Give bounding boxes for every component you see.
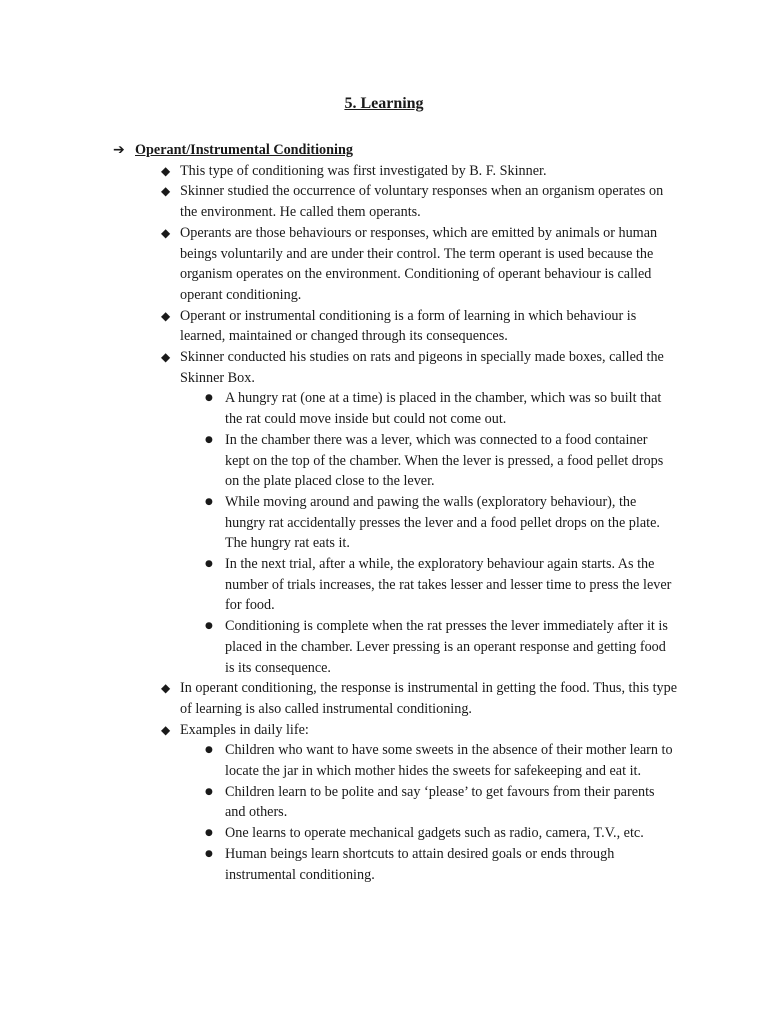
round-bullet-icon: ●: [205, 848, 213, 859]
diamond-bullet-icon: ◆: [161, 163, 171, 178]
sub-list-item-text: In the next trial, after a while, the exploratory behaviour again starts. As the number of trials increases, the rat takes lesser and lesser time to press the lever for food.: [225, 556, 672, 614]
section-heading: Operant/Instrumental Conditioning: [135, 142, 353, 158]
list-item-text: In operant conditioning, the response is instrumental in getting the food. Thus, this type of learning is also called instrumental conditioning.: [180, 680, 678, 717]
sub-list-item: [203, 782, 675, 823]
list-item-text: Operants are those behaviours or responses, which are emitted by animals or human beings voluntarily and are under their control. The term operant is used because the organism operates on the environment. Conditioning of operant behaviour is called operant conditioning.: [180, 224, 658, 303]
sub-list-item-text: One learns to operate mechanical gadgets such as radio, camera, T.V., etc.: [225, 825, 644, 842]
diamond-bullet-icon: ◆: [161, 225, 171, 240]
round-bullet-icon: ●: [205, 786, 213, 797]
section-operant-conditioning: [113, 140, 683, 885]
sub-list-item: [203, 388, 675, 429]
round-bullet-icon: ●: [205, 828, 213, 839]
list-item: [158, 306, 683, 347]
list-item-text: Skinner studied the occurrence of voluntary responses when an organism operates on the environment. He called them operants.: [180, 183, 664, 221]
round-bullet-icon: ●: [205, 745, 213, 756]
section-header: [113, 140, 683, 161]
page-title: 5. Learning: [344, 95, 424, 112]
sub-list-item-text: Conditioning is complete when the rat presses the lever immediately after it is placed in the chamber. Lever pressing is an operant response and getting food is its consequence.: [225, 618, 668, 676]
list-item: [158, 181, 683, 222]
sub-list-item: [203, 740, 675, 781]
round-bullet-icon: ●: [205, 434, 213, 445]
list-item: [158, 161, 683, 182]
sub-list-item: [203, 492, 675, 554]
list-item-text: Operant or instrumental conditioning is a form of learning in which behaviour is learned, maintained or changed through its consequences.: [180, 307, 637, 345]
diamond-bullet-icon: ◆: [161, 722, 171, 737]
sub-list-item: [203, 844, 675, 885]
round-bullet-icon: ●: [205, 393, 213, 404]
list-item: [158, 347, 683, 678]
list-item-text: This type of conditioning was first investigated by B. F. Skinner.: [180, 162, 547, 179]
sub-list-item-text: While moving around and pawing the walls (exploratory behaviour), the hungry rat accidentally presses the lever and a food pellet drops on the plate. The hungry rat eats it.: [225, 493, 660, 552]
sub-list-item-text: A hungry rat (one at a time) is placed in the chamber, which was so built that the rat could move inside but could not come out.: [225, 390, 662, 428]
sub-list-item: [203, 430, 675, 492]
sub-bullet-list: [180, 388, 683, 678]
round-bullet-icon: ●: [205, 559, 213, 570]
diamond-bullet-icon: ◆: [161, 350, 171, 365]
sub-list-item: [203, 554, 675, 616]
arrow-icon: ➔: [113, 142, 125, 158]
list-item-text: Examples in daily life:: [180, 721, 309, 738]
round-bullet-icon: ●: [205, 496, 213, 507]
sub-list-item-text: Children who want to have some sweets in the absence of their mother learn to locate the jar in which mother hides the sweets for safekeeping and eat it.: [225, 742, 673, 780]
sub-list-item: [203, 823, 675, 844]
diamond-bullet-icon: ◆: [161, 184, 171, 199]
sub-list-item-text: Human beings learn shortcuts to attain desired goals or ends through instrumental conditioning.: [225, 845, 615, 883]
list-item: [158, 678, 683, 719]
diamond-bullet-icon: ◆: [161, 308, 171, 323]
sub-list-item: [203, 616, 675, 678]
main-bullet-list: [113, 161, 683, 886]
list-item: [158, 223, 683, 306]
sub-list-item-text: Children learn to be polite and say ‘please’ to get favours from their parents and others.: [225, 783, 655, 821]
round-bullet-icon: ●: [205, 621, 213, 632]
list-item-text: Skinner conducted his studies on rats and pigeons in specially made boxes, called the Skinner Box.: [180, 349, 664, 386]
list-item: [158, 720, 683, 886]
sub-bullet-list: [180, 740, 683, 885]
sub-list-item-text: In the chamber there was a lever, which was connected to a food container kept on the top of the chamber. When the lever is pressed, a food pellet drops on the plate placed close to the lever.: [225, 431, 664, 490]
diamond-bullet-icon: ◆: [161, 681, 171, 696]
